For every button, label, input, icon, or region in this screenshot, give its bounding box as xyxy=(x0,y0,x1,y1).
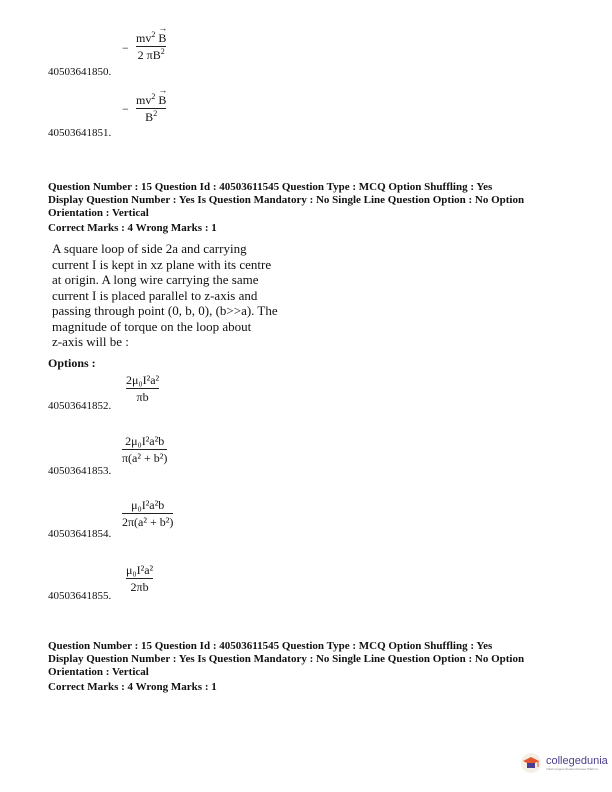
meta-line: Question Number : 15 Question Id : 40503611545 Question Type : MCQ Option Shuffling : Yes xyxy=(48,640,493,652)
option-id: 40503641854. xyxy=(48,528,112,540)
marks-line: Correct Marks : 4 Wrong Marks : 1 xyxy=(48,681,217,693)
question-line: current I is placed parallel to z-axis and xyxy=(52,287,258,303)
option-formula xyxy=(126,372,159,405)
question-line: passing through point (0, b, 0), (b>>a). The xyxy=(52,303,278,318)
formula-text: B xyxy=(145,110,154,124)
question-meta xyxy=(48,181,588,235)
formula-text: mv xyxy=(136,31,152,45)
question-meta-next xyxy=(48,640,588,694)
formula-denominator: 2π(a² + b²) xyxy=(122,515,174,529)
formula-denominator: 2πb xyxy=(130,580,149,594)
option-id: 40503641851. xyxy=(48,127,112,139)
formula-text: mv xyxy=(136,93,152,107)
option-formula xyxy=(136,92,166,125)
minus-sign: − xyxy=(122,102,129,116)
question-line: current I is kept in xz plane with its centre xyxy=(52,256,272,272)
formula-text: 2 xyxy=(160,47,165,56)
option-formula xyxy=(126,562,153,595)
logo-name: collegedunia xyxy=(546,755,608,767)
formula-text: 2 xyxy=(153,109,158,118)
logo-tagline: India's largest Student Review Platform xyxy=(546,767,599,771)
question-line: A square loop of side 2a and carrying xyxy=(52,241,247,256)
formula-numerator: 2μ₀I²a² xyxy=(126,373,160,387)
marks-line: Correct Marks : 4 Wrong Marks : 1 xyxy=(48,222,217,234)
option-id: 40503641850. xyxy=(48,66,112,78)
formula-numerator: μ₀I²a² xyxy=(126,563,154,577)
formula-denominator: π(a² + b²) xyxy=(122,451,168,465)
question-line: at origin. A long wire carrying the same xyxy=(52,272,259,287)
meta-line: Display Question Number : Yes Is Question Mandatory : No Single Line Question Option : No Option xyxy=(48,653,525,665)
formula-text: → B xyxy=(158,92,166,108)
option-id: 40503641853. xyxy=(48,465,112,477)
formula-numerator: 2μ₀I²a²b xyxy=(125,434,165,448)
formula-text: 2 xyxy=(151,92,156,101)
option-formula xyxy=(122,497,173,530)
question-line: magnitude of torque on the loop about xyxy=(52,318,252,334)
options-label: Options : xyxy=(48,356,96,370)
meta-line: Orientation : Vertical xyxy=(48,207,149,219)
question-line: z-axis will be : xyxy=(52,334,129,349)
option-formula xyxy=(122,433,167,466)
formula-text: 2 xyxy=(151,30,156,39)
formula-text: 2 πB xyxy=(137,48,161,62)
option-id: 40503641852. xyxy=(48,400,112,412)
graduation-cap-icon xyxy=(520,752,542,774)
formula-text: → B xyxy=(158,30,166,46)
meta-line: Orientation : Vertical xyxy=(48,666,149,678)
option-formula xyxy=(136,30,166,63)
meta-line: Display Question Number : Yes Is Question Mandatory : No Single Line Question Option : No Option xyxy=(48,194,525,206)
meta-line: Question Number : 15 Question Id : 40503611545 Question Type : MCQ Option Shuffling : Yes xyxy=(48,181,493,193)
collegedunia-logo xyxy=(520,752,608,774)
option-id: 40503641855. xyxy=(48,590,112,602)
formula-numerator: μ₀I²a²b xyxy=(131,498,165,512)
formula-denominator: πb xyxy=(136,390,149,404)
question-text xyxy=(52,241,297,350)
minus-sign: − xyxy=(122,41,129,55)
